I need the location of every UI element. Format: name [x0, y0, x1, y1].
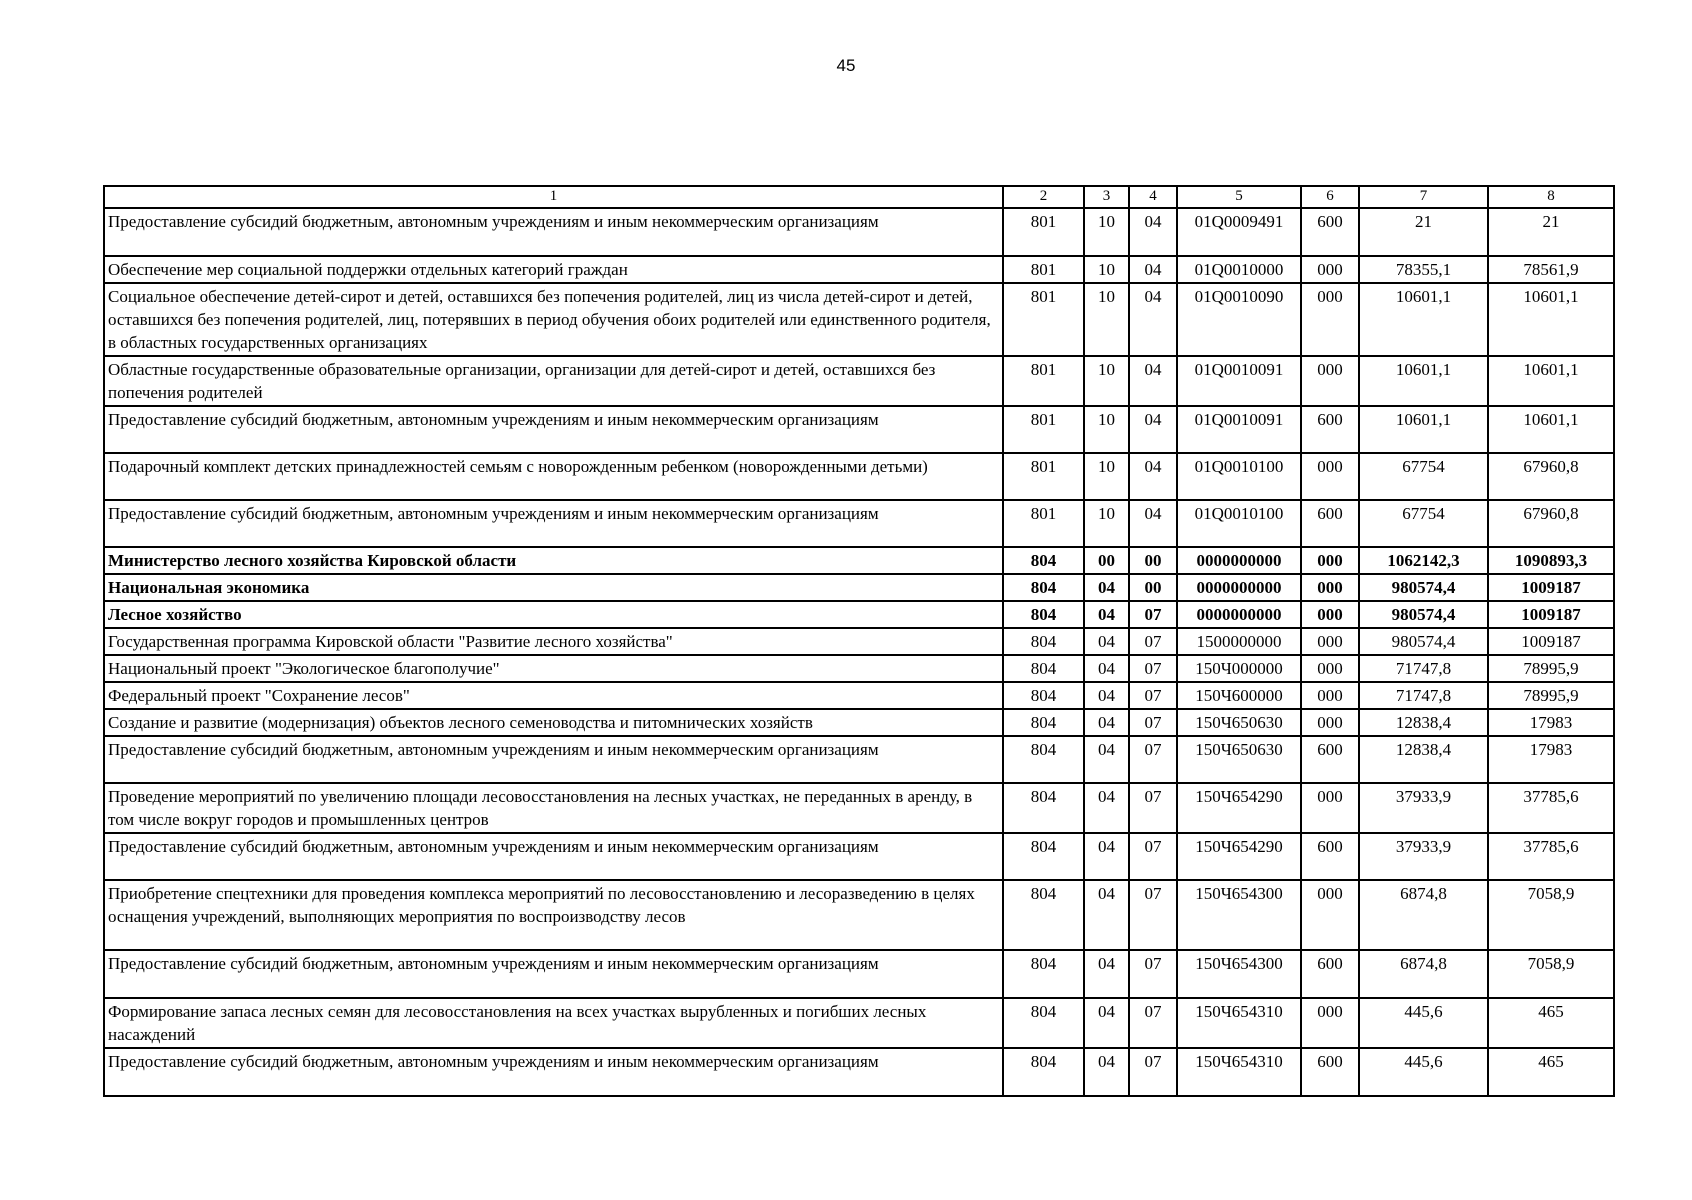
cell-target-code: 01Q0009491 [1177, 208, 1301, 256]
row-name: Социальное обеспечение детей-сирот и детей, оставшихся без попечения родителей, лиц из числа детей-сирот и детей, оставшихся без попечения родителей, лиц, потерявших в период обучения обоих родителей или единственного родителя, в областных государственных организациях [104, 283, 1003, 356]
cell-subsection: 07 [1129, 880, 1177, 950]
column-header: 2 [1003, 186, 1084, 208]
cell-section: 00 [1084, 547, 1129, 574]
cell-target-code: 01Q0010090 [1177, 283, 1301, 356]
cell-ministry-code: 804 [1003, 998, 1084, 1048]
cell-amount-2: 10601,1 [1488, 356, 1614, 406]
table-row [104, 950, 1614, 998]
cell-section: 10 [1084, 453, 1129, 500]
cell-section: 04 [1084, 783, 1129, 833]
cell-target-code: 01Q0010091 [1177, 356, 1301, 406]
column-header: 8 [1488, 186, 1614, 208]
cell-subsection: 07 [1129, 682, 1177, 709]
cell-expense-type: 000 [1301, 547, 1359, 574]
cell-section: 04 [1084, 880, 1129, 950]
cell-subsection: 04 [1129, 500, 1177, 547]
cell-ministry-code: 801 [1003, 500, 1084, 547]
budget-table [103, 185, 1615, 1097]
column-header: 6 [1301, 186, 1359, 208]
cell-target-code: 0000000000 [1177, 601, 1301, 628]
cell-subsection: 04 [1129, 256, 1177, 283]
cell-amount-2: 17983 [1488, 736, 1614, 783]
cell-expense-type: 600 [1301, 950, 1359, 998]
row-name: Предоставление субсидий бюджетным, автономным учреждениям и иным некоммерческим организациям [104, 950, 1003, 998]
cell-ministry-code: 804 [1003, 547, 1084, 574]
cell-subsection: 07 [1129, 736, 1177, 783]
cell-section: 10 [1084, 256, 1129, 283]
cell-amount-1: 6874,8 [1359, 950, 1488, 998]
cell-subsection: 07 [1129, 709, 1177, 736]
cell-amount-2: 37785,6 [1488, 833, 1614, 880]
column-header: 5 [1177, 186, 1301, 208]
cell-target-code: 150Ч654300 [1177, 950, 1301, 998]
cell-ministry-code: 804 [1003, 574, 1084, 601]
cell-section: 04 [1084, 682, 1129, 709]
cell-section: 04 [1084, 574, 1129, 601]
cell-expense-type: 000 [1301, 783, 1359, 833]
row-name: Лесное хозяйство [104, 601, 1003, 628]
column-header: 4 [1129, 186, 1177, 208]
cell-amount-1: 71747,8 [1359, 655, 1488, 682]
table-row [104, 574, 1614, 601]
table-row [104, 283, 1614, 356]
cell-expense-type: 000 [1301, 283, 1359, 356]
table-row [104, 736, 1614, 783]
cell-expense-type: 000 [1301, 453, 1359, 500]
cell-amount-1: 37933,9 [1359, 833, 1488, 880]
cell-section: 04 [1084, 833, 1129, 880]
cell-ministry-code: 804 [1003, 1048, 1084, 1096]
table-row [104, 601, 1614, 628]
cell-amount-2: 67960,8 [1488, 500, 1614, 547]
cell-amount-2: 10601,1 [1488, 283, 1614, 356]
table-row [104, 998, 1614, 1048]
cell-amount-1: 445,6 [1359, 998, 1488, 1048]
cell-section: 04 [1084, 628, 1129, 655]
table-row [104, 833, 1614, 880]
table-row [104, 208, 1614, 256]
table-row [104, 500, 1614, 547]
cell-amount-2: 37785,6 [1488, 783, 1614, 833]
row-name: Министерство лесного хозяйства Кировской области [104, 547, 1003, 574]
cell-subsection: 00 [1129, 547, 1177, 574]
cell-expense-type: 000 [1301, 601, 1359, 628]
cell-ministry-code: 801 [1003, 256, 1084, 283]
cell-section: 10 [1084, 356, 1129, 406]
cell-expense-type: 000 [1301, 682, 1359, 709]
cell-amount-1: 980574,4 [1359, 574, 1488, 601]
cell-expense-type: 000 [1301, 256, 1359, 283]
row-name: Формирование запаса лесных семян для лесовосстановления на всех участках вырубленных и погибших лесных насаждений [104, 998, 1003, 1048]
cell-ministry-code: 801 [1003, 208, 1084, 256]
table-row [104, 406, 1614, 453]
cell-section: 04 [1084, 736, 1129, 783]
cell-section: 04 [1084, 709, 1129, 736]
cell-section: 10 [1084, 500, 1129, 547]
cell-subsection: 07 [1129, 655, 1177, 682]
cell-ministry-code: 804 [1003, 880, 1084, 950]
row-name: Подарочный комплект детских принадлежностей семьям с новорожденным ребенком (новорожденными детьми) [104, 453, 1003, 500]
cell-target-code: 150Ч000000 [1177, 655, 1301, 682]
cell-ministry-code: 804 [1003, 833, 1084, 880]
table-row [104, 256, 1614, 283]
table-row [104, 709, 1614, 736]
cell-amount-1: 6874,8 [1359, 880, 1488, 950]
cell-amount-2: 10601,1 [1488, 406, 1614, 453]
cell-amount-2: 7058,9 [1488, 880, 1614, 950]
cell-amount-2: 67960,8 [1488, 453, 1614, 500]
row-name: Предоставление субсидий бюджетным, автономным учреждениям и иным некоммерческим организациям [104, 1048, 1003, 1096]
cell-ministry-code: 804 [1003, 628, 1084, 655]
column-header: 3 [1084, 186, 1129, 208]
cell-expense-type: 600 [1301, 736, 1359, 783]
row-name: Предоставление субсидий бюджетным, автономным учреждениям и иным некоммерческим организациям [104, 833, 1003, 880]
cell-target-code: 0000000000 [1177, 547, 1301, 574]
table-row [104, 628, 1614, 655]
cell-expense-type: 000 [1301, 628, 1359, 655]
cell-ministry-code: 804 [1003, 655, 1084, 682]
cell-amount-2: 465 [1488, 1048, 1614, 1096]
cell-amount-2: 78995,9 [1488, 682, 1614, 709]
cell-ministry-code: 804 [1003, 709, 1084, 736]
cell-ministry-code: 801 [1003, 453, 1084, 500]
cell-target-code: 150Ч654300 [1177, 880, 1301, 950]
table-row [104, 655, 1614, 682]
cell-amount-2: 1009187 [1488, 601, 1614, 628]
cell-amount-1: 37933,9 [1359, 783, 1488, 833]
table-row [104, 682, 1614, 709]
row-name: Предоставление субсидий бюджетным, автономным учреждениям и иным некоммерческим организациям [104, 406, 1003, 453]
cell-target-code: 150Ч654290 [1177, 783, 1301, 833]
cell-section: 10 [1084, 283, 1129, 356]
cell-subsection: 07 [1129, 601, 1177, 628]
cell-section: 04 [1084, 655, 1129, 682]
cell-ministry-code: 804 [1003, 682, 1084, 709]
cell-ministry-code: 801 [1003, 406, 1084, 453]
column-header-row [104, 186, 1614, 208]
column-header: 1 [104, 186, 1003, 208]
cell-ministry-code: 804 [1003, 783, 1084, 833]
cell-ministry-code: 804 [1003, 736, 1084, 783]
cell-amount-2: 78561,9 [1488, 256, 1614, 283]
cell-amount-1: 1062142,3 [1359, 547, 1488, 574]
cell-subsection: 07 [1129, 998, 1177, 1048]
row-name: Обеспечение мер социальной поддержки отдельных категорий граждан [104, 256, 1003, 283]
cell-target-code: 150Ч600000 [1177, 682, 1301, 709]
row-name: Национальный проект "Экологическое благополучие" [104, 655, 1003, 682]
cell-amount-1: 12838,4 [1359, 709, 1488, 736]
row-name: Государственная программа Кировской области "Развитие лесного хозяйства" [104, 628, 1003, 655]
cell-amount-1: 21 [1359, 208, 1488, 256]
cell-amount-2: 17983 [1488, 709, 1614, 736]
cell-amount-1: 445,6 [1359, 1048, 1488, 1096]
cell-amount-1: 71747,8 [1359, 682, 1488, 709]
cell-amount-1: 12838,4 [1359, 736, 1488, 783]
cell-target-code: 150Ч654310 [1177, 1048, 1301, 1096]
cell-amount-2: 21 [1488, 208, 1614, 256]
row-name: Предоставление субсидий бюджетным, автономным учреждениям и иным некоммерческим организациям [104, 500, 1003, 547]
cell-ministry-code: 804 [1003, 601, 1084, 628]
cell-amount-1: 10601,1 [1359, 406, 1488, 453]
cell-ministry-code: 801 [1003, 283, 1084, 356]
cell-amount-1: 67754 [1359, 453, 1488, 500]
cell-subsection: 04 [1129, 406, 1177, 453]
cell-expense-type: 000 [1301, 574, 1359, 601]
cell-amount-1: 10601,1 [1359, 356, 1488, 406]
cell-amount-1: 78355,1 [1359, 256, 1488, 283]
cell-subsection: 00 [1129, 574, 1177, 601]
cell-target-code: 150Ч654310 [1177, 998, 1301, 1048]
row-name: Предоставление субсидий бюджетным, автономным учреждениям и иным некоммерческим организациям [104, 736, 1003, 783]
cell-section: 10 [1084, 208, 1129, 256]
cell-expense-type: 600 [1301, 500, 1359, 547]
cell-subsection: 07 [1129, 628, 1177, 655]
cell-target-code: 01Q0010100 [1177, 453, 1301, 500]
table-row [104, 783, 1614, 833]
cell-amount-2: 1009187 [1488, 628, 1614, 655]
table-row [104, 356, 1614, 406]
cell-amount-2: 1090893,3 [1488, 547, 1614, 574]
table-body [104, 186, 1614, 1096]
cell-target-code: 01Q0010100 [1177, 500, 1301, 547]
column-header: 7 [1359, 186, 1488, 208]
row-name: Национальная экономика [104, 574, 1003, 601]
cell-amount-1: 10601,1 [1359, 283, 1488, 356]
cell-section: 04 [1084, 601, 1129, 628]
cell-section: 10 [1084, 406, 1129, 453]
cell-target-code: 0000000000 [1177, 574, 1301, 601]
cell-expense-type: 000 [1301, 998, 1359, 1048]
cell-section: 04 [1084, 1048, 1129, 1096]
cell-target-code: 150Ч650630 [1177, 709, 1301, 736]
cell-ministry-code: 804 [1003, 950, 1084, 998]
cell-amount-1: 67754 [1359, 500, 1488, 547]
table-row [104, 547, 1614, 574]
cell-amount-2: 1009187 [1488, 574, 1614, 601]
cell-expense-type: 000 [1301, 356, 1359, 406]
row-name: Проведение мероприятий по увеличению площади лесовосстановления на лесных участках, не переданных в аренду, в том числе вокруг городов и промышленных центров [104, 783, 1003, 833]
cell-subsection: 07 [1129, 833, 1177, 880]
row-name: Приобретение спецтехники для проведения комплекса мероприятий по лесовосстановлению и лесоразведению в целях оснащения учреждений, выполняющих мероприятия по воспроизводству лесов [104, 880, 1003, 950]
table-row [104, 453, 1614, 500]
cell-target-code: 150Ч654290 [1177, 833, 1301, 880]
page-number: 45 [836, 56, 856, 75]
cell-section: 04 [1084, 998, 1129, 1048]
table-row [104, 880, 1614, 950]
row-name: Федеральный проект "Сохранение лесов" [104, 682, 1003, 709]
cell-amount-1: 980574,4 [1359, 601, 1488, 628]
row-name: Предоставление субсидий бюджетным, автономным учреждениям и иным некоммерческим организациям [104, 208, 1003, 256]
cell-target-code: 01Q0010000 [1177, 256, 1301, 283]
cell-expense-type: 000 [1301, 880, 1359, 950]
row-name: Создание и развитие (модернизация) объектов лесного семеноводства и питомнических хозяйств [104, 709, 1003, 736]
cell-subsection: 07 [1129, 950, 1177, 998]
cell-subsection: 04 [1129, 453, 1177, 500]
cell-target-code: 01Q0010091 [1177, 406, 1301, 453]
cell-expense-type: 600 [1301, 1048, 1359, 1096]
cell-subsection: 07 [1129, 783, 1177, 833]
table-row [104, 1048, 1614, 1096]
cell-expense-type: 000 [1301, 709, 1359, 736]
cell-expense-type: 000 [1301, 655, 1359, 682]
cell-section: 04 [1084, 950, 1129, 998]
cell-amount-2: 78995,9 [1488, 655, 1614, 682]
cell-ministry-code: 801 [1003, 356, 1084, 406]
cell-target-code: 1500000000 [1177, 628, 1301, 655]
cell-amount-2: 7058,9 [1488, 950, 1614, 998]
cell-amount-1: 980574,4 [1359, 628, 1488, 655]
cell-amount-2: 465 [1488, 998, 1614, 1048]
cell-expense-type: 600 [1301, 406, 1359, 453]
cell-target-code: 150Ч650630 [1177, 736, 1301, 783]
cell-subsection: 04 [1129, 208, 1177, 256]
row-name: Областные государственные образовательные организации, организации для детей-сирот и детей, оставшихся без попечения родителей [104, 356, 1003, 406]
cell-expense-type: 600 [1301, 208, 1359, 256]
cell-subsection: 07 [1129, 1048, 1177, 1096]
cell-subsection: 04 [1129, 356, 1177, 406]
cell-subsection: 04 [1129, 283, 1177, 356]
cell-expense-type: 600 [1301, 833, 1359, 880]
